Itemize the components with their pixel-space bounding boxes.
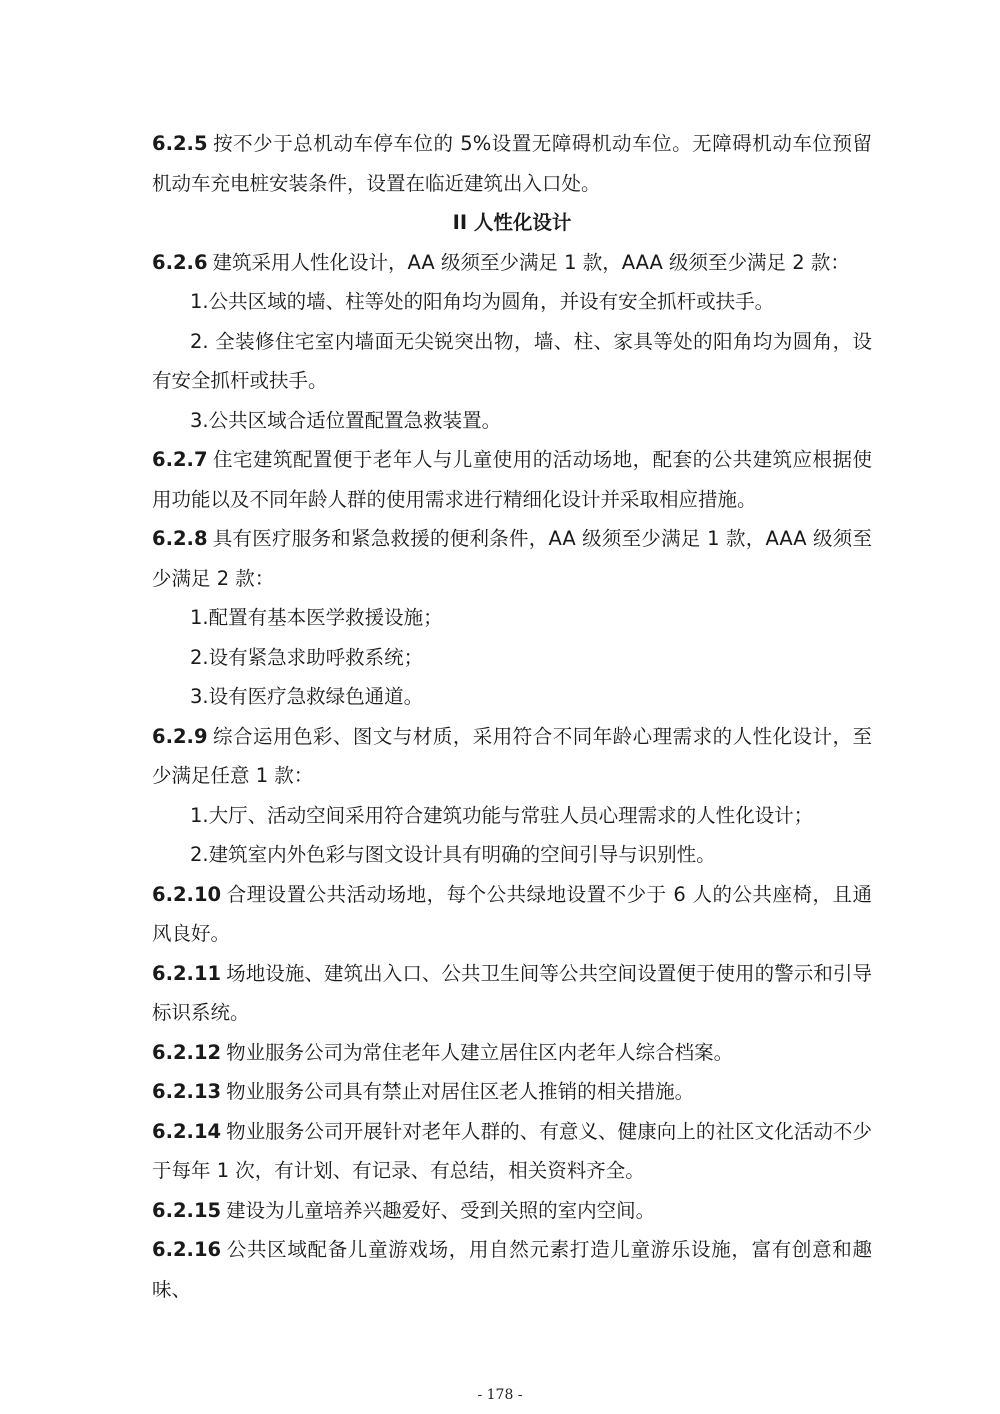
clause-6-2-12 bbox=[152, 1033, 872, 1073]
clause-6-2-11 bbox=[152, 954, 872, 1033]
clause-number: 6.2.6 bbox=[152, 250, 208, 274]
list-item: 1.公共区域的墙、柱等处的阳角均为圆角，并设有安全抓杆或扶手。 bbox=[190, 290, 775, 313]
clause-text: 具有医疗服务和紧急救援的便利条件，AA 级须至少满足 1 款，AAA 级须至少满足 2 款： bbox=[152, 527, 872, 590]
clause-number: 6.2.14 bbox=[152, 1119, 222, 1143]
clause-number: 6.2.12 bbox=[152, 1040, 222, 1064]
clause-number: 6.2.7 bbox=[152, 448, 208, 471]
list-item: 1.配置有基本医学救援设施； bbox=[190, 606, 443, 629]
clause-text: 建筑采用人性化设计，AA 级须至少满足 1 款，AAA 级须至少满足 2 款： bbox=[212, 250, 850, 274]
clause-number: 6.2.8 bbox=[152, 527, 208, 550]
clause-number: 6.2.11 bbox=[152, 961, 222, 985]
clause-6-2-5 bbox=[152, 124, 872, 203]
clause-6-2-10 bbox=[152, 875, 872, 954]
clause-text: 住宅建筑配置便于老年人与儿童使用的活动场地，配套的公共建筑应根据使用功能以及不同年龄人群的使用需求进行精细化设计并采取相应措施。 bbox=[152, 448, 872, 511]
clause-text: 综合运用色彩、图文与材质，采用符合不同年龄心理需求的人性化设计，至少满足任意 1 款： bbox=[152, 724, 872, 787]
clause-number: 6.2.15 bbox=[152, 1198, 222, 1222]
clause-6-2-14 bbox=[152, 1112, 872, 1191]
clause-text: 物业服务公司为常住老年人建立居住区内老年人综合档案。 bbox=[226, 1040, 734, 1064]
clause-number: 6.2.10 bbox=[152, 882, 222, 906]
clause-6-2-16 bbox=[152, 1230, 872, 1309]
clause-number: 6.2.16 bbox=[152, 1238, 222, 1261]
clause-text: 合理设置公共活动场地，每个公共绿地设置不少于 6 人的公共座椅，且通风良好。 bbox=[152, 882, 872, 945]
section-heading: II 人性化设计 bbox=[452, 211, 572, 234]
list-item: 2.建筑室内外色彩与图文设计具有明确的空间引导与识别性。 bbox=[190, 843, 716, 866]
clause-text: 公共区域配备儿童游戏场，用自然元素打造儿童游乐设施，富有创意和趣味、 bbox=[152, 1238, 872, 1301]
list-item: 3.设有医疗急救绿色通道。 bbox=[190, 685, 424, 708]
list-item: 2. 全装修住宅室内墙面无尖锐突出物，墙、柱、家具等处的阳角均为圆角，设有安全抓杆或扶手。 bbox=[152, 329, 872, 392]
page-content bbox=[152, 124, 872, 1309]
clause-number: 6.2.13 bbox=[152, 1080, 222, 1103]
clause-text: 按不少于总机动车停车位的 5%设置无障碍机动车位。无障碍机动车位预留机动车充电桩安装条件，设置在临近建筑出入口处。 bbox=[152, 132, 872, 195]
clause-text: 场地设施、建筑出入口、公共卫生间等公共空间设置便于使用的警示和引导标识系统。 bbox=[152, 961, 872, 1024]
clause-text: 建设为儿童培养兴趣爱好、受到关照的室内空间。 bbox=[226, 1198, 656, 1222]
clause-6-2-13 bbox=[152, 1072, 872, 1112]
clause-text: 物业服务公司具有禁止对居住区老人推销的相关措施。 bbox=[226, 1080, 695, 1103]
clause-6-2-8 bbox=[152, 519, 872, 598]
list-item: 2.设有紧急求助呼救系统； bbox=[190, 645, 424, 669]
clause-number: 6.2.5 bbox=[152, 132, 208, 155]
clause-6-2-6 bbox=[152, 243, 872, 283]
clause-6-2-15 bbox=[152, 1191, 872, 1231]
list-item: 3.公共区域合适位置配置急救装置。 bbox=[190, 408, 502, 432]
list-item: 1.大厅、活动空间采用符合建筑功能与常驻人员心理需求的人性化设计； bbox=[190, 803, 814, 827]
clause-number: 6.2.9 bbox=[152, 724, 208, 748]
clause-6-2-7 bbox=[152, 440, 872, 519]
clause-text: 物业服务公司开展针对老年人群的、有意义、健康向上的社区文化活动不少于每年 1 次，有计划、有记录、有总结，相关资料齐全。 bbox=[152, 1119, 872, 1182]
clause-6-2-9 bbox=[152, 717, 872, 796]
page-number: - 178 - bbox=[477, 1387, 523, 1403]
